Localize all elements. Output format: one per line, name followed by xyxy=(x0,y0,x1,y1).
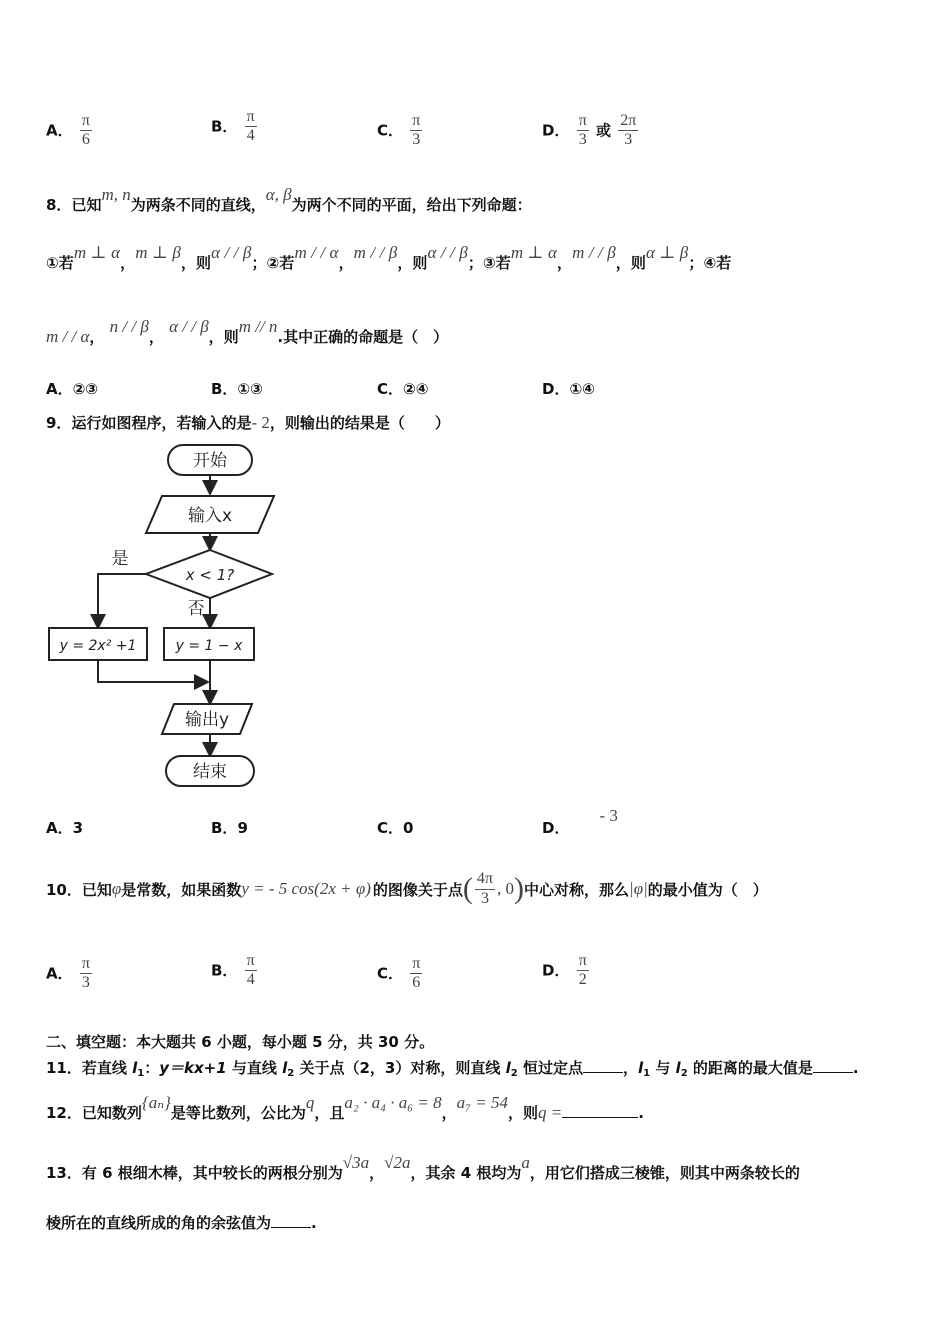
math: n / / β xyxy=(109,317,149,336)
text: ，用它们搭成三棱锥，则其中两条较长的 xyxy=(529,1164,800,1182)
fraction xyxy=(618,112,638,150)
text: ，且 xyxy=(314,1104,345,1122)
math: α / / β xyxy=(427,243,468,262)
text: 棱所在的直线所成的角的余弦值为 xyxy=(46,1214,272,1232)
text: 与 xyxy=(650,1059,676,1077)
text: 与直线 xyxy=(226,1059,283,1077)
flow-yes-label: 是 xyxy=(111,549,129,569)
fraction-num: π xyxy=(577,952,589,971)
subscript: 2 xyxy=(287,1068,295,1079)
math: √3a xyxy=(342,1153,370,1172)
fraction xyxy=(410,955,422,993)
math: l xyxy=(282,1059,288,1077)
text: 运行如图程序，若输入的是 xyxy=(71,414,252,432)
text: ，则 xyxy=(508,1104,539,1122)
q8-option-a: A．②③ xyxy=(46,380,99,398)
flow-arrow xyxy=(98,660,206,682)
answer-blank[interactable] xyxy=(583,1058,623,1073)
math: |φ| xyxy=(629,879,648,898)
q8-option-b: B．①③ xyxy=(211,380,263,398)
text: ，其余 4 根均为 xyxy=(410,1164,522,1182)
flow-no-label: 否 xyxy=(187,599,205,619)
math: φ xyxy=(111,879,122,898)
math: α ⊥ β xyxy=(645,243,689,262)
fraction xyxy=(410,112,422,150)
fraction-num: π xyxy=(245,108,257,127)
fraction xyxy=(475,870,495,908)
option-label: C． xyxy=(377,121,404,140)
q8-line-2 xyxy=(46,243,732,273)
text: ， xyxy=(338,254,354,272)
text: 为两个不同的平面，给出下列命题： xyxy=(291,196,532,214)
option-label: A． xyxy=(46,964,73,983)
text: ①若 xyxy=(46,254,74,272)
option-value: 9 xyxy=(237,819,248,837)
math: q xyxy=(305,1093,315,1112)
fraction-num: π xyxy=(80,112,92,131)
text: 的最小值为（ ） xyxy=(647,880,768,899)
text: 中心对称，那么 xyxy=(524,880,630,899)
fraction-den: 3 xyxy=(412,131,421,149)
fraction-num: π xyxy=(410,955,422,974)
option-label: D． xyxy=(542,121,570,140)
math: α / / β xyxy=(211,243,252,262)
flow-end-text: 结束 xyxy=(193,762,227,782)
math: l xyxy=(505,1059,511,1077)
option-label: B． xyxy=(211,117,238,136)
text: 为两条不同的直线， xyxy=(130,196,266,214)
flow-decision-text: x < 1? xyxy=(185,566,235,584)
question-number: 13． xyxy=(46,1164,82,1182)
q7-option-a xyxy=(46,112,94,150)
question-number: 12． xyxy=(46,1104,82,1122)
fraction-den: 3 xyxy=(480,889,489,907)
math: l xyxy=(637,1059,644,1077)
option-value: 0 xyxy=(403,819,414,837)
option-label: D． xyxy=(542,961,570,980)
fraction-den: 6 xyxy=(412,974,421,992)
text: ，则 xyxy=(397,254,428,272)
math: m / / α xyxy=(46,327,90,346)
math: α / / β xyxy=(169,317,209,336)
text: ，则 xyxy=(208,328,239,346)
text: ， xyxy=(441,1104,457,1122)
q7-option-d xyxy=(542,112,640,150)
text: 的距离的最大值是 xyxy=(687,1059,813,1077)
answer-blank[interactable] xyxy=(271,1213,311,1228)
q12-stem xyxy=(46,1093,644,1123)
fraction xyxy=(577,112,589,150)
question-number: 9． xyxy=(46,414,72,432)
text: ， xyxy=(557,254,573,272)
text: .其中正确的命题是（ ） xyxy=(277,328,449,346)
fraction xyxy=(245,952,257,990)
text: 是常数，如果函数 xyxy=(121,880,242,899)
answer-blank[interactable] xyxy=(813,1058,853,1073)
math: q = xyxy=(538,1103,563,1122)
q10-stem xyxy=(46,864,768,914)
q9-option-c xyxy=(377,817,413,838)
option-label: A． xyxy=(46,819,73,837)
math: l xyxy=(132,1059,138,1077)
fraction-num: 4π xyxy=(475,870,495,889)
fraction xyxy=(80,112,92,150)
text: ，则 xyxy=(615,254,646,272)
math: m ⊥ α xyxy=(73,243,121,262)
text: 已知数列 xyxy=(81,1104,142,1122)
option-label: B． xyxy=(211,819,238,837)
q8-option-c: C．②④ xyxy=(377,380,429,398)
text: . xyxy=(852,1059,859,1077)
q9-option-b xyxy=(211,817,248,838)
option-label: A． xyxy=(46,121,73,140)
text: ， xyxy=(369,1164,385,1182)
math: m / / β xyxy=(572,243,616,262)
math: m, n xyxy=(101,185,131,204)
math: a₇ = 54 xyxy=(456,1093,509,1112)
text: 关于点（2，3）对称，则直线 xyxy=(294,1059,506,1077)
text: 恒过定点 xyxy=(517,1059,583,1077)
q7-option-b xyxy=(211,108,259,146)
q9-option-d xyxy=(542,806,618,838)
text: . xyxy=(638,1104,644,1122)
left-paren: ( xyxy=(462,872,473,905)
option-label: C． xyxy=(377,964,404,983)
q11-stem xyxy=(46,1057,859,1078)
question-number: 11． xyxy=(46,1059,82,1077)
answer-blank[interactable] xyxy=(562,1103,638,1118)
right-paren: ) xyxy=(514,872,524,905)
text: 若直线 xyxy=(81,1059,133,1077)
fraction-num: π xyxy=(577,112,589,131)
math: l xyxy=(675,1059,681,1077)
math: m ⊥ α xyxy=(510,243,558,262)
fraction-num: π xyxy=(80,955,92,974)
text: ，则输出的结果是（ ） xyxy=(269,414,450,432)
text: ；③若 xyxy=(467,254,511,272)
fraction-den: 4 xyxy=(246,127,255,145)
text: ， xyxy=(622,1059,638,1077)
text: ， xyxy=(89,328,105,346)
math: a₂ · a₄ · a₆ = 8 xyxy=(344,1093,442,1112)
q9-stem xyxy=(46,412,450,433)
section-title: 二、填空题：本大题共 6 小题，每小题 5 分，共 30 分。 xyxy=(46,1033,435,1051)
q13-line-1 xyxy=(46,1153,800,1183)
q10-option-c xyxy=(377,955,424,993)
subscript: 1 xyxy=(137,1068,145,1079)
q10-option-b xyxy=(211,952,259,990)
math: - 2 xyxy=(251,413,270,432)
text: 有 6 根细木棒，其中较长的两根分别为 xyxy=(81,1164,343,1182)
subscript: 2 xyxy=(510,1068,518,1079)
option-label: D． xyxy=(542,819,570,837)
math: m / / α xyxy=(294,243,339,262)
option-value: 3 xyxy=(72,819,84,837)
fraction-den: 3 xyxy=(81,974,90,992)
fraction-den: 2 xyxy=(578,971,587,989)
question-number: 8． xyxy=(46,196,72,214)
math: m / / β xyxy=(353,243,398,262)
flow-left-text: y = 2x² +1 xyxy=(59,638,137,654)
math: y＝kx+1 xyxy=(159,1059,227,1077)
q10-option-d xyxy=(542,952,591,990)
fraction xyxy=(577,952,589,990)
subscript: 2 xyxy=(680,1068,688,1079)
flow-arrow xyxy=(98,574,146,626)
q10-option-a xyxy=(46,955,94,993)
text: ， xyxy=(148,328,164,346)
q8-stem xyxy=(46,185,532,215)
fraction xyxy=(80,955,92,993)
fraction-den: 4 xyxy=(246,971,255,989)
math: a xyxy=(521,1153,530,1172)
fraction-den: 3 xyxy=(578,131,587,149)
flow-right-text: y = 1 − x xyxy=(175,638,243,654)
fraction xyxy=(245,108,257,146)
math: √2a xyxy=(384,1153,411,1172)
text: . xyxy=(311,1214,317,1232)
math: , 0 xyxy=(497,879,514,898)
question-number: 10． xyxy=(46,880,82,899)
flow-input-text: 输入x xyxy=(187,506,233,526)
text: 已知 xyxy=(81,880,112,899)
fraction-den: 3 xyxy=(624,131,633,149)
text: 的图像关于点 xyxy=(372,880,463,899)
text: 已知 xyxy=(71,196,102,214)
q8-line-3 xyxy=(46,317,449,347)
flow-start-text: 开始 xyxy=(193,451,227,471)
fraction-num: π xyxy=(245,952,257,971)
or-text: 或 xyxy=(596,121,612,140)
text: 是等比数列，公比为 xyxy=(170,1104,306,1122)
math: {aₙ} xyxy=(141,1093,171,1112)
subscript: 1 xyxy=(643,1068,651,1079)
math: m ⊥ β xyxy=(135,243,181,262)
text: ，则 xyxy=(180,254,212,272)
flowchart xyxy=(40,440,280,800)
option-value: - 3 xyxy=(599,806,618,825)
text: ；④若 xyxy=(688,254,732,272)
flow-output-text: 输出y xyxy=(184,710,230,730)
q7-option-c xyxy=(377,112,424,150)
text: ；②若 xyxy=(251,254,295,272)
fraction-num: π xyxy=(410,112,422,131)
fraction-num: 2π xyxy=(618,112,638,131)
option-label: B． xyxy=(211,961,238,980)
math: y = - 5 cos(2x + φ) xyxy=(241,879,371,898)
fraction-den: 6 xyxy=(81,131,90,149)
option-label: C． xyxy=(377,819,404,837)
q8-option-d: D．①④ xyxy=(542,380,595,398)
q13-line-2 xyxy=(46,1212,317,1233)
math: m // n xyxy=(238,317,278,336)
text: ： xyxy=(144,1059,160,1077)
text: ， xyxy=(120,254,136,272)
math: α, β xyxy=(265,185,292,204)
q9-option-a xyxy=(46,817,83,838)
